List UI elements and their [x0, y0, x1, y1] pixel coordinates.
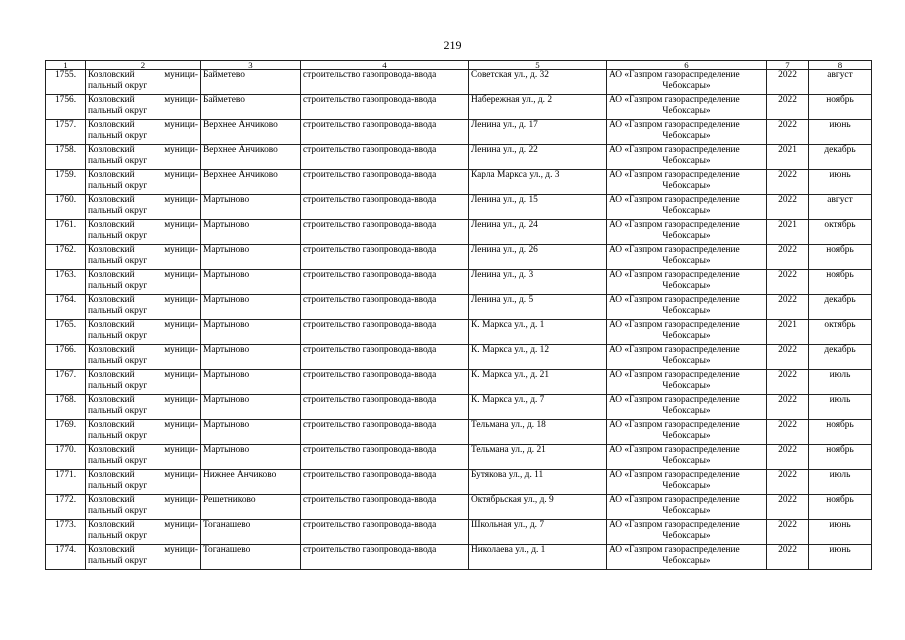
- district-name-cont: муници-: [164, 295, 198, 305]
- month-cell: ноябрь: [809, 95, 872, 120]
- district-name: Козловский: [88, 420, 135, 430]
- work-type-cell: строительство газопровода-ввода: [301, 495, 469, 520]
- table-row: [46, 470, 872, 495]
- year-cell: 2022: [767, 270, 809, 295]
- district-name-tail: пальный округ: [88, 381, 148, 391]
- table-row: [46, 195, 872, 220]
- district-name: Козловский: [88, 470, 135, 480]
- row-number: 1764.: [46, 295, 86, 320]
- table-row: [46, 520, 872, 545]
- organization-name-cont: Чебоксары»: [662, 306, 711, 316]
- month-cell: декабрь: [809, 345, 872, 370]
- organization-name-cont: Чебоксары»: [662, 331, 711, 341]
- address-cell: Николаева ул., д. 1: [469, 545, 607, 570]
- settlement-cell: Мартыново: [201, 270, 301, 295]
- organization-name-cont: Чебоксары»: [662, 356, 711, 366]
- row-number: 1770.: [46, 445, 86, 470]
- address-cell: Ленина ул., д. 15: [469, 195, 607, 220]
- district-name-cont: муници-: [164, 220, 198, 230]
- month-cell: июль: [809, 370, 872, 395]
- settlement-cell: Мартыново: [201, 370, 301, 395]
- settlement-cell: Мартыново: [201, 395, 301, 420]
- row-number: 1768.: [46, 395, 86, 420]
- district-name-tail: пальный округ: [88, 456, 148, 466]
- year-cell: 2022: [767, 470, 809, 495]
- district-name-tail: пальный округ: [88, 206, 148, 216]
- district-cell: [86, 545, 201, 570]
- table-row: [46, 345, 872, 370]
- row-number: 1758.: [46, 145, 86, 170]
- organization-name: АО «Газпром газораспределение: [609, 395, 740, 405]
- month-cell: август: [809, 70, 872, 95]
- address-cell: Карла Маркса ул., д. 3: [469, 170, 607, 195]
- organization-cell: [607, 170, 767, 195]
- district-name-tail: пальный округ: [88, 256, 148, 266]
- column-header: 6: [607, 61, 767, 70]
- district-name-cont: муници-: [164, 445, 198, 455]
- table-row: [46, 370, 872, 395]
- work-type-cell: строительство газопровода-ввода: [301, 270, 469, 295]
- organization-cell: [607, 245, 767, 270]
- organization-name: АО «Газпром газораспределение: [609, 320, 740, 330]
- organization-name-cont: Чебоксары»: [662, 281, 711, 291]
- year-cell: 2022: [767, 370, 809, 395]
- organization-name: АО «Газпром газораспределение: [609, 245, 740, 255]
- organization-cell: [607, 470, 767, 495]
- district-name-tail: пальный округ: [88, 406, 148, 416]
- organization-cell: [607, 145, 767, 170]
- district-name: Козловский: [88, 345, 135, 355]
- organization-name: АО «Газпром газораспределение: [609, 470, 740, 480]
- organization-name-cont: Чебоксары»: [662, 431, 711, 441]
- year-cell: 2022: [767, 195, 809, 220]
- column-header: 5: [469, 61, 607, 70]
- organization-name: АО «Газпром газораспределение: [609, 370, 740, 380]
- district-cell: [86, 495, 201, 520]
- organization-name-cont: Чебоксары»: [662, 381, 711, 391]
- district-cell: [86, 470, 201, 495]
- table-row: [46, 270, 872, 295]
- organization-name: АО «Газпром газораспределение: [609, 120, 740, 130]
- organization-name: АО «Газпром газораспределение: [609, 145, 740, 155]
- district-name-cont: муници-: [164, 195, 198, 205]
- district-name-tail: пальный округ: [88, 281, 148, 291]
- organization-name-cont: Чебоксары»: [662, 206, 711, 216]
- table-row: [46, 120, 872, 145]
- settlement-cell: Верхнее Анчиково: [201, 170, 301, 195]
- district-name-tail: пальный округ: [88, 506, 148, 516]
- district-name: Козловский: [88, 70, 135, 80]
- organization-cell: [607, 420, 767, 445]
- district-name: Козловский: [88, 295, 135, 305]
- work-type-cell: строительство газопровода-ввода: [301, 345, 469, 370]
- district-name-cont: муници-: [164, 145, 198, 155]
- month-cell: июль: [809, 470, 872, 495]
- district-cell: [86, 520, 201, 545]
- row-number: 1759.: [46, 170, 86, 195]
- organization-name: АО «Газпром газораспределение: [609, 295, 740, 305]
- district-name: Козловский: [88, 370, 135, 380]
- district-cell: [86, 170, 201, 195]
- year-cell: 2022: [767, 170, 809, 195]
- district-cell: [86, 70, 201, 95]
- year-cell: 2022: [767, 495, 809, 520]
- year-cell: 2022: [767, 545, 809, 570]
- organization-cell: [607, 95, 767, 120]
- organization-name: АО «Газпром газораспределение: [609, 345, 740, 355]
- organization-cell: [607, 120, 767, 145]
- organization-name-cont: Чебоксары»: [662, 181, 711, 191]
- month-cell: июнь: [809, 520, 872, 545]
- district-name-tail: пальный округ: [88, 156, 148, 166]
- district-cell: [86, 320, 201, 345]
- year-cell: 2022: [767, 445, 809, 470]
- district-name: Козловский: [88, 395, 135, 405]
- row-number: 1771.: [46, 470, 86, 495]
- district-name: Козловский: [88, 270, 135, 280]
- organization-cell: [607, 345, 767, 370]
- organization-cell: [607, 220, 767, 245]
- address-cell: Ленина ул., д. 3: [469, 270, 607, 295]
- month-cell: ноябрь: [809, 445, 872, 470]
- work-type-cell: строительство газопровода-ввода: [301, 370, 469, 395]
- settlement-cell: Байметево: [201, 95, 301, 120]
- organization-cell: [607, 70, 767, 95]
- district-name-tail: пальный округ: [88, 131, 148, 141]
- organization-cell: [607, 545, 767, 570]
- month-cell: июнь: [809, 170, 872, 195]
- table-row: [46, 420, 872, 445]
- district-name-cont: муници-: [164, 245, 198, 255]
- organization-cell: [607, 520, 767, 545]
- work-type-cell: строительство газопровода-ввода: [301, 420, 469, 445]
- year-cell: 2022: [767, 70, 809, 95]
- work-type-cell: строительство газопровода-ввода: [301, 395, 469, 420]
- district-name: Козловский: [88, 120, 135, 130]
- district-name-tail: пальный округ: [88, 556, 148, 566]
- table-row: [46, 395, 872, 420]
- address-cell: К. Маркса ул., д. 21: [469, 370, 607, 395]
- work-type-cell: строительство газопровода-ввода: [301, 520, 469, 545]
- organization-name-cont: Чебоксары»: [662, 231, 711, 241]
- month-cell: октябрь: [809, 320, 872, 345]
- table-row: [46, 245, 872, 270]
- work-type-cell: строительство газопровода-ввода: [301, 320, 469, 345]
- table-row: [46, 295, 872, 320]
- organization-name: АО «Газпром газораспределение: [609, 95, 740, 105]
- district-name-cont: муници-: [164, 120, 198, 130]
- work-type-cell: строительство газопровода-ввода: [301, 445, 469, 470]
- row-number: 1773.: [46, 520, 86, 545]
- district-cell: [86, 220, 201, 245]
- district-name: Козловский: [88, 545, 135, 555]
- organization-name-cont: Чебоксары»: [662, 481, 711, 491]
- district-cell: [86, 445, 201, 470]
- work-type-cell: строительство газопровода-ввода: [301, 295, 469, 320]
- work-type-cell: строительство газопровода-ввода: [301, 470, 469, 495]
- year-cell: 2022: [767, 245, 809, 270]
- settlement-cell: Байметево: [201, 70, 301, 95]
- district-cell: [86, 145, 201, 170]
- organization-name-cont: Чебоксары»: [662, 131, 711, 141]
- table-row: [46, 495, 872, 520]
- month-cell: июнь: [809, 545, 872, 570]
- organization-name: АО «Газпром газораспределение: [609, 495, 740, 505]
- month-cell: ноябрь: [809, 495, 872, 520]
- district-name-cont: муници-: [164, 470, 198, 480]
- table-row: [46, 145, 872, 170]
- address-cell: Бутякова ул., д. 11: [469, 470, 607, 495]
- address-cell: Тельмана ул., д. 18: [469, 420, 607, 445]
- district-name: Козловский: [88, 445, 135, 455]
- settlement-cell: Мартыново: [201, 420, 301, 445]
- district-name: Козловский: [88, 195, 135, 205]
- month-cell: ноябрь: [809, 420, 872, 445]
- month-cell: декабрь: [809, 145, 872, 170]
- table-row: [46, 320, 872, 345]
- year-cell: 2022: [767, 95, 809, 120]
- row-number: 1769.: [46, 420, 86, 445]
- organization-name-cont: Чебоксары»: [662, 81, 711, 91]
- district-name-cont: муници-: [164, 420, 198, 430]
- district-cell: [86, 195, 201, 220]
- column-header: 1: [46, 61, 86, 70]
- row-number: 1763.: [46, 270, 86, 295]
- organization-name: АО «Газпром газораспределение: [609, 220, 740, 230]
- settlement-cell: Тоганашево: [201, 545, 301, 570]
- organization-name-cont: Чебоксары»: [662, 106, 711, 116]
- organization-name-cont: Чебоксары»: [662, 406, 711, 416]
- organization-name-cont: Чебоксары»: [662, 556, 711, 566]
- column-number-row: [46, 61, 872, 70]
- table-row: [46, 95, 872, 120]
- district-name: Козловский: [88, 145, 135, 155]
- organization-name: АО «Газпром газораспределение: [609, 545, 740, 555]
- address-cell: Набережная ул., д. 2: [469, 95, 607, 120]
- settlement-cell: Мартыново: [201, 320, 301, 345]
- table-row: [46, 445, 872, 470]
- row-number: 1757.: [46, 120, 86, 145]
- column-header: 4: [301, 61, 469, 70]
- column-header: 2: [86, 61, 201, 70]
- row-number: 1756.: [46, 95, 86, 120]
- district-name-cont: муници-: [164, 70, 198, 80]
- row-number: 1761.: [46, 220, 86, 245]
- year-cell: 2022: [767, 120, 809, 145]
- month-cell: октябрь: [809, 220, 872, 245]
- column-header: 8: [809, 61, 872, 70]
- address-cell: К. Маркса ул., д. 1: [469, 320, 607, 345]
- district-name-tail: пальный округ: [88, 106, 148, 116]
- organization-name: АО «Газпром газораспределение: [609, 70, 740, 80]
- settlement-cell: Нижнее Анчиково: [201, 470, 301, 495]
- month-cell: ноябрь: [809, 270, 872, 295]
- settlement-cell: Мартыново: [201, 195, 301, 220]
- settlement-cell: Мартыново: [201, 220, 301, 245]
- year-cell: 2022: [767, 395, 809, 420]
- district-cell: [86, 420, 201, 445]
- year-cell: 2022: [767, 420, 809, 445]
- settlement-cell: Решетниково: [201, 495, 301, 520]
- organization-cell: [607, 395, 767, 420]
- district-cell: [86, 95, 201, 120]
- district-name-cont: муници-: [164, 95, 198, 105]
- district-name-cont: муници-: [164, 170, 198, 180]
- settlement-cell: Мартыново: [201, 445, 301, 470]
- column-header: 3: [201, 61, 301, 70]
- row-number: 1772.: [46, 495, 86, 520]
- work-type-cell: строительство газопровода-ввода: [301, 120, 469, 145]
- row-number: 1765.: [46, 320, 86, 345]
- district-name: Козловский: [88, 495, 135, 505]
- district-name-tail: пальный округ: [88, 331, 148, 341]
- district-cell: [86, 120, 201, 145]
- district-cell: [86, 295, 201, 320]
- organization-cell: [607, 320, 767, 345]
- month-cell: август: [809, 195, 872, 220]
- settlement-cell: Тоганашево: [201, 520, 301, 545]
- address-cell: Советская ул., д. 32: [469, 70, 607, 95]
- district-name: Козловский: [88, 245, 135, 255]
- row-number: 1755.: [46, 70, 86, 95]
- district-cell: [86, 395, 201, 420]
- work-type-cell: строительство газопровода-ввода: [301, 220, 469, 245]
- year-cell: 2021: [767, 145, 809, 170]
- district-name-tail: пальный округ: [88, 531, 148, 541]
- table-row: [46, 170, 872, 195]
- district-name-tail: пальный округ: [88, 81, 148, 91]
- table-row: [46, 545, 872, 570]
- organization-name-cont: Чебоксары»: [662, 531, 711, 541]
- organization-cell: [607, 495, 767, 520]
- month-cell: ноябрь: [809, 245, 872, 270]
- address-cell: Ленина ул., д. 17: [469, 120, 607, 145]
- district-name-cont: муници-: [164, 320, 198, 330]
- organization-name-cont: Чебоксары»: [662, 456, 711, 466]
- district-name-cont: муници-: [164, 370, 198, 380]
- address-cell: К. Маркса ул., д. 12: [469, 345, 607, 370]
- district-name-tail: пальный округ: [88, 431, 148, 441]
- organization-name: АО «Газпром газораспределение: [609, 195, 740, 205]
- table-row: [46, 220, 872, 245]
- work-type-cell: строительство газопровода-ввода: [301, 545, 469, 570]
- work-type-cell: строительство газопровода-ввода: [301, 195, 469, 220]
- month-cell: июнь: [809, 120, 872, 145]
- row-number: 1760.: [46, 195, 86, 220]
- organization-name: АО «Газпром газораспределение: [609, 445, 740, 455]
- district-name-tail: пальный округ: [88, 231, 148, 241]
- district-cell: [86, 270, 201, 295]
- organization-cell: [607, 295, 767, 320]
- row-number: 1762.: [46, 245, 86, 270]
- year-cell: 2022: [767, 520, 809, 545]
- district-name-cont: муници-: [164, 345, 198, 355]
- year-cell: 2022: [767, 345, 809, 370]
- row-number: 1766.: [46, 345, 86, 370]
- organization-cell: [607, 195, 767, 220]
- organization-cell: [607, 270, 767, 295]
- year-cell: 2021: [767, 320, 809, 345]
- settlement-cell: Мартыново: [201, 345, 301, 370]
- address-cell: Ленина ул., д. 22: [469, 145, 607, 170]
- district-name-cont: муници-: [164, 495, 198, 505]
- work-type-cell: строительство газопровода-ввода: [301, 95, 469, 120]
- address-cell: Школьная ул., д. 7: [469, 520, 607, 545]
- district-name-tail: пальный округ: [88, 356, 148, 366]
- gas-pipeline-table: [45, 60, 872, 570]
- district-cell: [86, 245, 201, 270]
- year-cell: 2022: [767, 295, 809, 320]
- settlement-cell: Мартыново: [201, 245, 301, 270]
- district-name: Козловский: [88, 320, 135, 330]
- district-name: Козловский: [88, 520, 135, 530]
- organization-name: АО «Газпром газораспределение: [609, 520, 740, 530]
- settlement-cell: Верхнее Анчиково: [201, 120, 301, 145]
- month-cell: декабрь: [809, 295, 872, 320]
- district-name: Козловский: [88, 170, 135, 180]
- address-cell: Ленина ул., д. 5: [469, 295, 607, 320]
- district-name-cont: муници-: [164, 520, 198, 530]
- settlement-cell: Мартыново: [201, 295, 301, 320]
- organization-name: АО «Газпром газораспределение: [609, 270, 740, 280]
- table-row: [46, 70, 872, 95]
- address-cell: Ленина ул., д. 24: [469, 220, 607, 245]
- district-name-tail: пальный округ: [88, 306, 148, 316]
- year-cell: 2021: [767, 220, 809, 245]
- column-header: 7: [767, 61, 809, 70]
- address-cell: Тельмана ул., д. 21: [469, 445, 607, 470]
- row-number: 1774.: [46, 545, 86, 570]
- work-type-cell: строительство газопровода-ввода: [301, 70, 469, 95]
- organization-cell: [607, 445, 767, 470]
- organization-name: АО «Газпром газораспределение: [609, 170, 740, 180]
- address-cell: К. Маркса ул., д. 7: [469, 395, 607, 420]
- work-type-cell: строительство газопровода-ввода: [301, 145, 469, 170]
- organization-name: АО «Газпром газораспределение: [609, 420, 740, 430]
- address-cell: Ленина ул., д. 26: [469, 245, 607, 270]
- district-name: Козловский: [88, 95, 135, 105]
- organization-name-cont: Чебоксары»: [662, 256, 711, 266]
- work-type-cell: строительство газопровода-ввода: [301, 170, 469, 195]
- month-cell: июль: [809, 395, 872, 420]
- organization-name-cont: Чебоксары»: [662, 156, 711, 166]
- row-number: 1767.: [46, 370, 86, 395]
- district-cell: [86, 370, 201, 395]
- page-number: 219: [443, 38, 462, 52]
- organization-name-cont: Чебоксары»: [662, 506, 711, 516]
- organization-cell: [607, 370, 767, 395]
- district-cell: [86, 345, 201, 370]
- work-type-cell: строительство газопровода-ввода: [301, 245, 469, 270]
- address-cell: Октябрьская ул., д. 9: [469, 495, 607, 520]
- district-name-cont: муници-: [164, 270, 198, 280]
- district-name: Козловский: [88, 220, 135, 230]
- district-name-tail: пальный округ: [88, 481, 148, 491]
- district-name-cont: муници-: [164, 395, 198, 405]
- district-name-tail: пальный округ: [88, 181, 148, 191]
- district-name-cont: муници-: [164, 545, 198, 555]
- settlement-cell: Верхнее Анчиково: [201, 145, 301, 170]
